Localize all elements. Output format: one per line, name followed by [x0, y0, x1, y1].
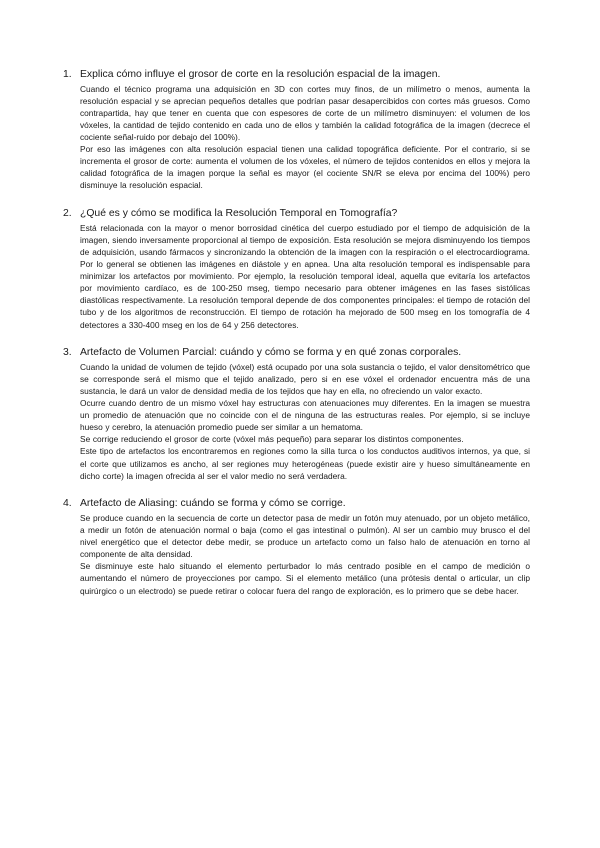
- answer-paragraph: Se disminuye este halo situando el elemento perturbador lo más centrado posible en el campo de medición o aumentando el número de proyecciones por campo. Si el elemento metálico (una prótesis dental o articular, un clip quirúrgico o un electrodo) se puede retirar o colocar fuera del rango de exploración, es lo primero que se debe hacer.: [80, 561, 530, 596]
- question-title: ¿Qué es y cómo se modifica la Resolución Temporal en Tomografía?: [80, 208, 398, 220]
- question-1: [63, 69, 533, 192]
- question-heading: [63, 69, 533, 81]
- answer-body: [80, 361, 530, 482]
- answer-paragraph: Ocurre cuando dentro de un mismo vóxel hay estructuras con atenuaciones muy diferentes. En la imagen se muestra un promedio de atenuación que no coincide con el de ninguna de las estructuras reales. Por ejemplo, si se incluye hueso y cerebro, la atenuación promedio puede ser similar a un hematoma.: [80, 398, 530, 433]
- question-title: Artefacto de Volumen Parcial: cuándo y cómo se forma y en qué zonas corporales.: [80, 347, 462, 359]
- question-number: 4.: [63, 498, 72, 510]
- answer-body: [80, 83, 530, 192]
- question-title: Artefacto de Aliasing: cuándo se forma y cómo se corrige.: [80, 498, 346, 510]
- answer-paragraph: Está relacionada con la mayor o menor borrosidad cinética del cuerpo estudiado por el tiempo de adquisición de la imagen, siendo inversamente proporcional al tiempo de exposición. Esta resolución se mejora disminuyendo los tiempos de adquisición, usando fármacos y sincronizando la obtención de la imagen con la respiración o el electrocardiograma. Por lo general se obtienen las imágenes en diástole y en apnea. Una alta resolución temporal es indispensable para minimizar los artefactos por movimiento. Por ejemplo, la resolución temporal ideal, aquella que evitaría los artefactos por movimiento cardíaco, es de 100-250 mseg, tiempo necesario para obtener imágenes en las fases sistólicas diastólicas respectivamente. La resolución temporal depende de dos componentes principales: el tiempo de rotación del tubo y de los algoritmos de reconstrucción. El tiempo de rotación ha mejorado de 500 mseg en los tomografía de 4 detectores a 330-400 mseg en los de 64 y 256 detectores.: [80, 222, 530, 330]
- question-4: [63, 498, 533, 596]
- question-heading: [63, 498, 533, 510]
- question-list: [63, 69, 533, 613]
- question-3: [63, 347, 533, 482]
- question-heading: [63, 208, 533, 220]
- answer-paragraph: Cuando la unidad de volumen de tejido (vóxel) está ocupado por una sola sustancia o tejido, el valor densitométrico que se corresponde será el mismo que el tejido analizado, pero si en ese vóxel el ordenador encuentra más de una sustancia, le dará un valor de densidad media de los tejidos que hay en ella, no ofreciendo un valor exacto.: [80, 361, 530, 396]
- question-number: 1.: [63, 69, 72, 80]
- question-heading: [63, 347, 533, 359]
- answer-paragraph: Este tipo de artefactos los encontraremos en regiones como la silla turca o los conductos auditivos internos, ya que, si el corte que utilizamos es ancho, al ser regiones muy heterogéneas (puede existir aire y hueso simultáneamente en dicho corte) la imagen ofrecida al ser el valor medio no será verdadera.: [80, 446, 530, 481]
- answer-paragraph: Se produce cuando en la secuencia de corte un detector pasa de medir un fotón muy atenuado, por un objeto metálico, a medir un fotón de atenuación normal o baja (como el gas intestinal o pulmón). Al ser un cambio muy brusco el del nivel energético que el detector debe medir, se produce un artefacto como un falso halo de atenuación en torno al componente de alta densidad.: [80, 512, 530, 560]
- question-number: 3.: [63, 347, 72, 359]
- question-number: 2.: [63, 208, 72, 220]
- answer-paragraph: Cuando el técnico programa una adquisición en 3D con cortes muy finos, de un milímetro o menos, aumenta la resolución espacial y se aprecian pequeños detalles que podrían pasar desapercibidos con cortes más gruesos. Como contrapartida, hay que tener en cuenta que con espesores de corte de un milímetro disminuyen: el volumen de los vóxeles, la cantidad de tejido contenido en cada uno de ellos y también la calidad fotográfica de la imagen (decrece el cociente señal-ruido por debajo del 100%).: [80, 83, 530, 143]
- question-2: [63, 208, 533, 331]
- answer-paragraph: Se corrige reduciendo el grosor de corte (vóxel más pequeño) para separar los distintos componentes.: [80, 434, 464, 445]
- answer-paragraph: Por eso las imágenes con alta resolución espacial tienen una calidad topográfica deficiente. Por el contrario, si se incrementa el grosor de corte: aumenta el volumen de los vóxeles, el número de tejidos contenidos en ellos y mejora la calidad fotográfica de la imagen porque la señal es mayor (el cociente SN/R se eleva por encima del 100%) pero disminuye la resolución espacial.: [80, 144, 530, 191]
- answer-body: [80, 512, 530, 597]
- answer-body: [80, 222, 530, 331]
- question-title: Explica cómo influye el grosor de corte en la resolución espacial de la imagen.: [80, 69, 441, 80]
